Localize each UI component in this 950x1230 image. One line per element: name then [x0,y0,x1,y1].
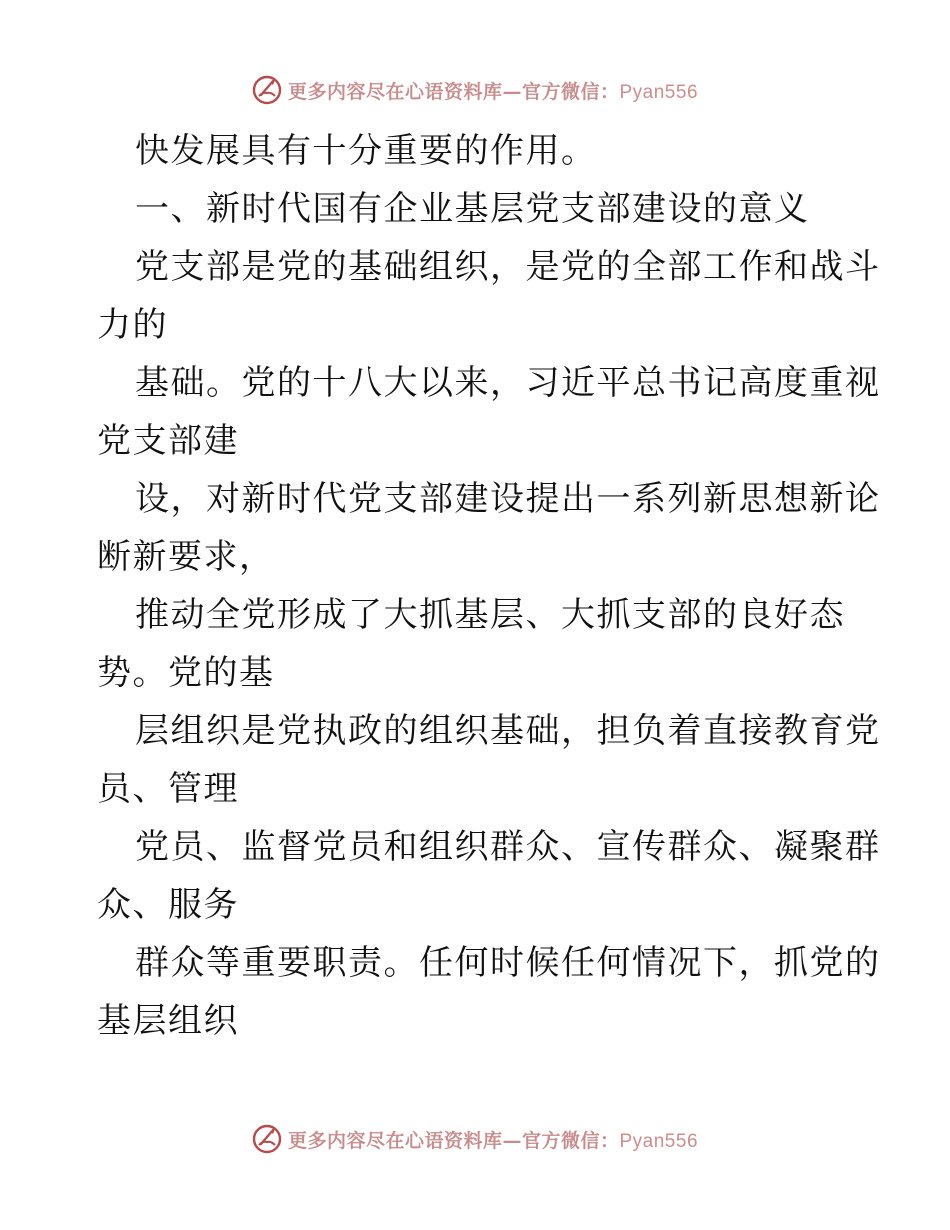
text-line: 断新要求， [97,537,275,577]
text-line: 党支部是党的基础组织，是党的全部工作和战斗 [135,247,881,287]
text-line: 势。党的基 [97,653,275,693]
book-quill-logo-icon [252,75,282,105]
text-line: 员、管理 [97,769,239,809]
footer-watermark-banner [0,1119,950,1159]
text-line: 众、服务 [97,885,239,925]
book-quill-logo-icon [252,1124,282,1154]
document-body [97,122,881,1050]
text-line: 基础。党的十八大以来，习近平总书记高度重视 [135,363,881,403]
text-line: 一、新时代国有企业基层党支部建设的意义 [135,189,810,229]
banner-slogan: 更多内容尽在心语资料库—官方微信： [287,1129,620,1152]
text-line: 基层组织 [97,1001,239,1041]
header-banner-content [252,75,698,105]
text-line: 层组织是党执政的组织基础，担负着直接教育党 [135,711,881,751]
text-line: 设，对新时代党支部建设提出一系列新思想新论 [135,479,881,519]
footer-banner-text [288,1126,698,1153]
header-banner-text [288,77,698,104]
wechat-id: Pyan556 [619,81,699,103]
text-line: 快发展具有十分重要的作用。 [135,131,597,171]
banner-slogan: 更多内容尽在心语资料库—官方微信： [287,80,620,103]
text-line: 党员、监督党员和组织群众、宣传群众、凝聚群 [135,827,881,867]
header-watermark-banner [0,70,950,110]
wechat-id: Pyan556 [619,1130,699,1152]
text-line: 党支部建 [97,421,239,461]
text-line: 推动全党形成了大抓基层、大抓支部的良好态 [135,595,845,635]
footer-banner-content [252,1124,698,1154]
text-line: 力的 [97,305,168,345]
text-line: 群众等重要职责。任何时候任何情况下，抓党的 [135,943,881,983]
